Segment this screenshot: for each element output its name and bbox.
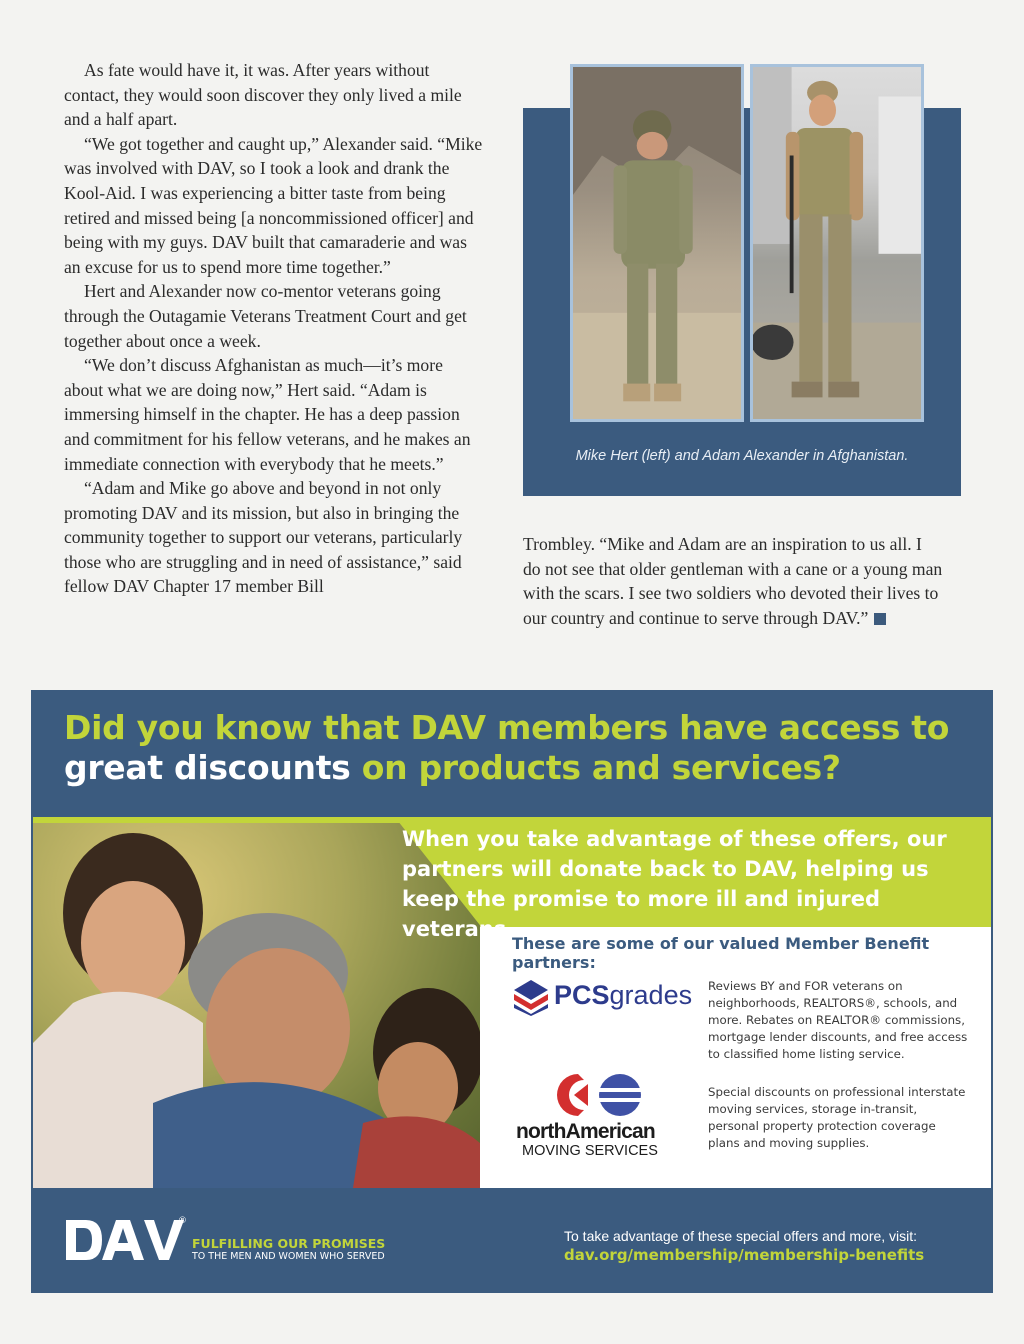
pcs-house-icon	[512, 978, 550, 1016]
tagline-sub: TO THE MEN AND WOMEN WHO SERVED	[192, 1251, 385, 1262]
pcsgrades-logo[interactable]	[512, 976, 692, 1018]
photo-adam-alexander	[750, 64, 924, 422]
photo-mike-hert	[570, 64, 744, 422]
tagline-main: FULFILLING OUR PROMISES	[192, 1236, 386, 1251]
article-paragraph: “Adam and Mike go above and beyond in not only promoting DAV and its mission, but also in bringing the community together to support our veterans, particularly those who are struggling and in need of assistance,” said fellow DAV Chapter 17 member Bill	[64, 478, 463, 597]
pcsgrades-description: Reviews BY and FOR veterans on neighborhoods, REALTORS®, schools, and more. Rebates on REALTOR® commissions, mortgage lender discounts, and free access to classified home listing service.	[708, 979, 968, 1061]
partners-title: These are some of our valued Member Benefit partners:	[512, 934, 930, 972]
ad-headline-highlight: great discounts	[64, 748, 351, 787]
north-american-emblem-icon	[550, 1070, 650, 1120]
north-american-description: Special discounts on professional interstate moving services, storage in-transit, personal property protection coverage plans and moving supplies.	[708, 1085, 966, 1150]
ad-band-text: When you take advantage of these offers, our partners will donate back to DAV, helping us keep the promise to more ill and injured veterans.	[402, 827, 947, 941]
pcs-wordmark	[554, 980, 692, 1011]
article-right-column	[523, 532, 943, 630]
article-left-column	[64, 58, 484, 599]
article-paragraph: “We got together and caught up,” Alexander said. “Mike was involved with DAV, so I took a look and drank the Kool-Aid. I was experiencing a bitter taste from being retired and missed being [a noncommissioned officer] and being with my guys. DAV built that camaraderie and was an excuse for us to spend more time together.”	[64, 133, 483, 277]
north-american-logo[interactable]	[512, 1070, 682, 1160]
article-paragraph: As fate would have it, it was. After years without contact, they would soon discover they only lived a mile and a half apart.	[64, 60, 462, 130]
pcs-wordmark-bold: PCS	[554, 980, 610, 1010]
article-paragraph-text: Trombley. “Mike and Adam are an inspiration to us all. I do not see that older gentleman with a cane or a young man with the scars. I see two soldiers who devoted their lives to our country and continue to serve through DAV.”	[523, 534, 943, 628]
registered-mark: ®	[178, 1216, 187, 1226]
article-paragraph	[523, 532, 943, 630]
article-paragraph: “We don’t discuss Afghanistan as much—it’s more about what we are doing now,” Hert said. “Adam is immersing himself in the chapter. He has a deep passion and commitment for his fellow veterans, and he makes an immediate connection with everybody that he meets.”	[64, 355, 471, 474]
north-american-subtitle: MOVING SERVICES	[522, 1143, 658, 1159]
dav-logo	[64, 1218, 188, 1262]
ad-headline-part: Did you know that DAV members have access to	[64, 708, 950, 747]
visit-text: To take advantage of these special offers and more, visit:	[564, 1228, 918, 1244]
end-mark-icon	[874, 613, 886, 625]
ad-headline-part: on products and services?	[350, 748, 841, 787]
membership-benefits-link[interactable]: dav.org/membership/membership-benefits	[564, 1246, 925, 1264]
ad-headline	[64, 708, 984, 788]
pcs-wordmark-light: grades	[609, 980, 693, 1010]
north-american-wordmark: northAmerican	[516, 1120, 655, 1143]
article-paragraph: Hert and Alexander now co-mentor veterans going through the Outagamie Veterans Treatment Court and get together about once a week.	[64, 281, 467, 351]
photo-caption: Mike Hert (left) and Adam Alexander in Afghanistan.	[575, 448, 909, 464]
